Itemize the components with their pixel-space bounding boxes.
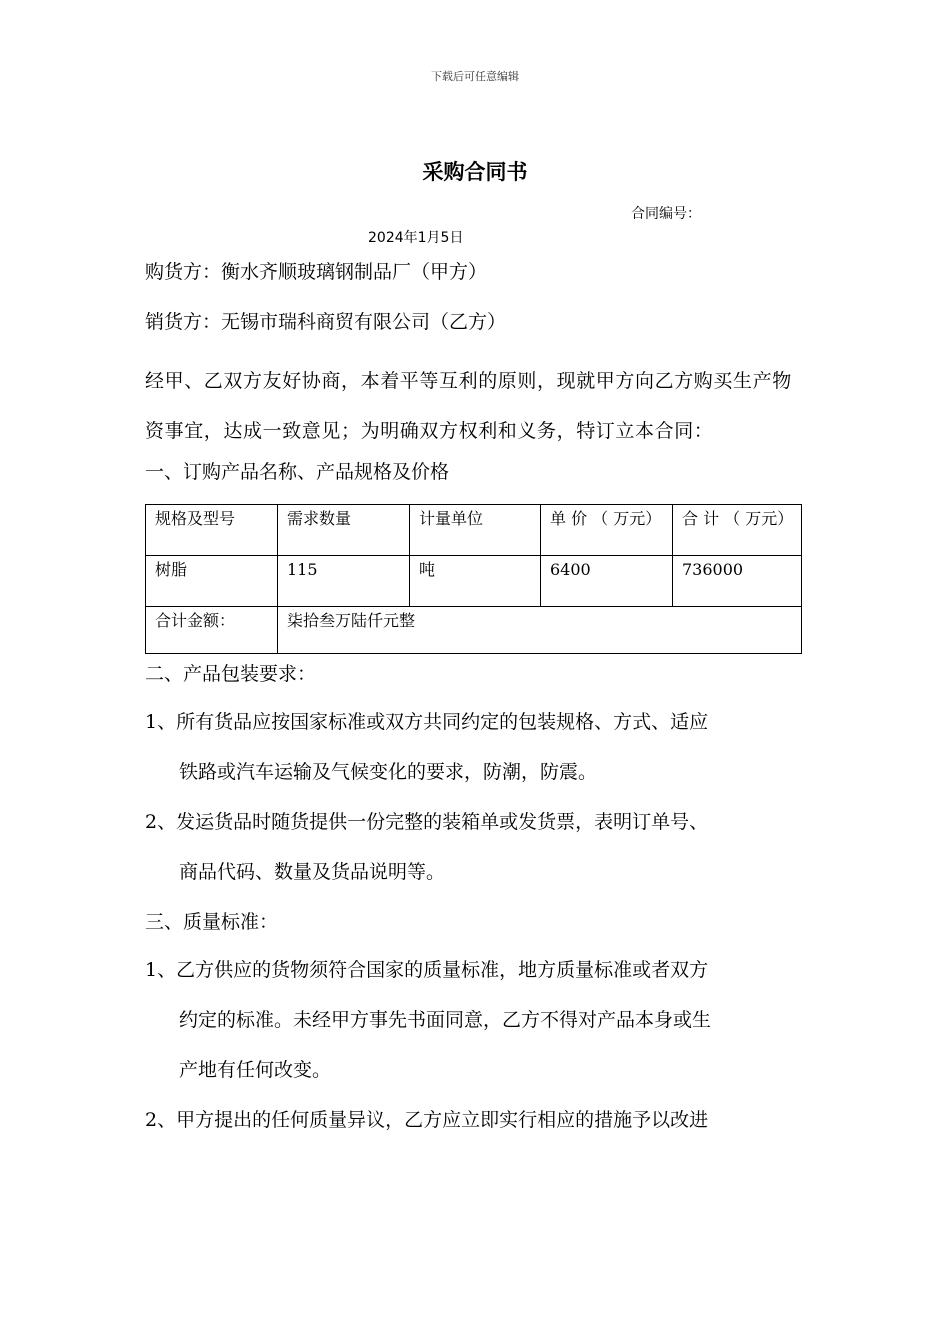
table-cell: 115 [278,556,410,607]
item-text: 发运货品时随货提供一份完整的装箱单或发货票，表明订单号、 [176,811,709,833]
section-3-item-1 [145,954,805,1004]
section-3-item-2 [145,1104,805,1154]
table-header-cell: 单 价 （ 万元） [541,505,673,556]
table-total-row [146,607,802,654]
item-text: 甲方提出的任何质量异议，乙方应立即实行相应的措施予以改进 [176,1109,709,1131]
item-number: 1、 [145,711,177,733]
table-cell: 树脂 [146,556,278,607]
document-title: 采购合同书 [422,160,528,184]
section-2-heading: 二、产品包装要求： [145,663,317,685]
item-number: 2、 [145,811,177,833]
total-value-cell: 柒拾叁万陆仟元整 [278,607,802,654]
table-header-cell: 规格及型号 [146,505,278,556]
table-row [146,556,802,607]
table-cell: 736000 [673,556,802,607]
section-3-heading: 三、质量标准： [145,911,279,933]
section-2-item-2 [145,806,805,856]
table-header-cell: 需求数量 [278,505,410,556]
table-cell: 6400 [541,556,673,607]
table-header-row [146,505,802,556]
section-2-item-2-cont: 商品代码、数量及货品说明等。 [179,861,446,883]
header-note: 下载后可任意编辑 [431,70,519,83]
item-number: 1、 [145,959,177,981]
section-1-heading: 一、订购产品名称、产品规格及价格 [145,461,450,483]
item-number: 2、 [145,1109,177,1131]
seller-line: 销货方：无锡市瑞科商贸有限公司（乙方） [145,311,507,333]
table-cell: 吨 [410,556,541,607]
item-text: 所有货品应按国家标准或双方共同约定的包装规格、方式、适应 [176,711,709,733]
section-2-item-1-cont: 铁路或汽车运输及气候变化的要求，防潮，防震。 [179,761,598,783]
buyer-line: 购货方：衡水齐顺玻璃钢制品厂（甲方） [145,261,488,283]
section-3-item-1-cont2: 产地有任何改变。 [179,1059,332,1081]
section-2-item-1 [145,706,805,756]
contract-number-label: 合同编号： [631,206,701,222]
product-table [145,504,802,654]
intro-paragraph: 经甲、乙双方友好协商，本着平等互利的原则，现就甲方向乙方购买生产物资事宜，达成一致意见；为明确双方权利和义务，特订立本合同： [145,370,792,442]
section-3-item-1-cont: 约定的标准。未经甲方事先书面同意，乙方不得对产品本身或生 [179,1009,712,1031]
item-text: 乙方供应的货物须符合国家的质量标准，地方质量标准或者双方 [176,959,709,981]
contract-date: 2024年1月5日 [368,230,464,246]
table-header-cell: 计量单位 [410,505,541,556]
table-header-cell: 合 计 （ 万元） [673,505,802,556]
contract-body [145,256,805,1154]
total-label-cell: 合计金额： [146,607,278,654]
